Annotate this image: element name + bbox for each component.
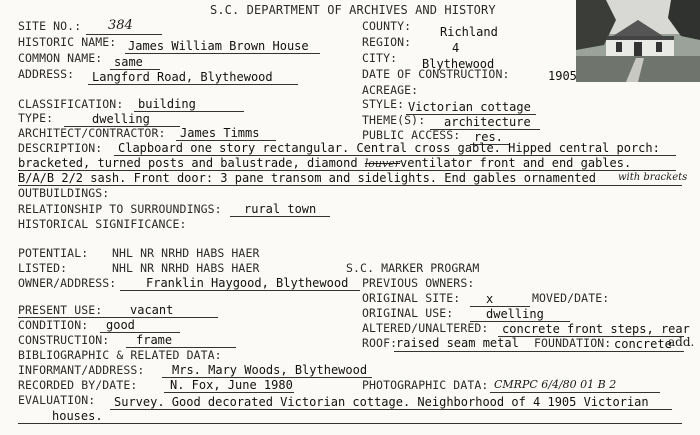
description-line-2 [18, 157, 631, 170]
historic-name-label: HISTORIC NAME: [18, 35, 117, 49]
address-label: ADDRESS: [18, 67, 75, 81]
foundation-note: add. [668, 335, 695, 349]
address-value: Langford Road, Blythewood [92, 70, 273, 84]
description-strike: louver [364, 157, 400, 170]
evaluation-rule-1 [110, 409, 672, 410]
description-handwritten-note: with brackets [618, 172, 688, 183]
photographic-data-label: PHOTOGRAPHIC DATA: [362, 378, 489, 392]
common-name-value: same [114, 55, 143, 69]
photographic-data-line [490, 392, 660, 393]
informant-label: INFORMANT/ADDRESS: [18, 363, 145, 377]
original-use-value: dwelling [486, 307, 544, 321]
roof-value: raised seam metal [396, 336, 519, 350]
date-of-construction-value: 1905 [548, 69, 577, 83]
marker-program-label: S.C. MARKER PROGRAM [346, 261, 480, 275]
evaluation-line-2: houses. [52, 409, 103, 423]
county-value: Richland [440, 25, 498, 39]
recorded-by-value: N. Fox, June 1980 [170, 378, 293, 392]
relationship-label: RELATIONSHIP TO SURROUNDINGS: [18, 202, 222, 216]
description-line-1: Clapboard one story rectangular. Central cross gable. Hipped central porch: [118, 141, 660, 155]
roof-label: ROOF: [362, 336, 398, 350]
roof-foundation-line [394, 351, 684, 352]
description-line-2-start: bracketed, turned posts and balustrade, diamond [18, 156, 365, 170]
foundation-label: FOUNDATION: [534, 336, 612, 350]
altered-label: ALTERED/UNALTERED: [362, 321, 489, 335]
previous-owners-label: PREVIOUS OWNERS: [362, 276, 475, 290]
photographic-data-value: CMRPC 6/4/80 01 B 2 [494, 378, 617, 391]
classification-label: CLASSIFICATION: [18, 97, 124, 111]
description-line-2-end: ventilator front and end gables. [400, 156, 632, 170]
common-name-label: COMMON NAME: [18, 51, 103, 65]
original-use-label: ORIGINAL USE: [362, 306, 454, 320]
site-no-label: SITE NO.: [18, 19, 82, 33]
present-use-value: vacant [130, 303, 174, 317]
city-value: Blythewood [422, 57, 495, 71]
present-use-label: PRESENT USE: [18, 303, 103, 317]
moved-date-label: MOVED/DATE: [532, 291, 610, 305]
acreage-label: ACREAGE: [362, 83, 419, 97]
bibliographic-label: BIBLIOGRAPHIC & RELATED DATA: [18, 348, 222, 362]
region-label: REGION: [362, 35, 412, 49]
condition-value: good [106, 318, 135, 332]
historic-name-line [125, 53, 320, 54]
relationship-value: rural town [244, 202, 317, 216]
county-label: COUNTY: [362, 19, 412, 33]
architect-value: James Timms [180, 126, 260, 140]
architect-label: ARCHITECT/CONTRACTOR: [18, 126, 166, 140]
description-rule-3 [18, 185, 682, 186]
outbuildings-label: OUTBUILDINGS: [18, 186, 110, 200]
original-site-label: ORIGINAL SITE: [362, 291, 461, 305]
style-label: STYLE: [362, 97, 405, 111]
public-access-label: PUBLIC ACCESS: [362, 128, 461, 142]
classification-line [134, 111, 244, 112]
historic-name-value: James William Brown House [128, 39, 309, 53]
type-label: TYPE: [18, 111, 54, 125]
form-title: S.C. DEPARTMENT OF ARCHIVES AND HISTORY [210, 3, 496, 17]
recorded-by-label: RECORDED BY/DATE: [18, 378, 138, 392]
description-line-3: B/A/B 2/2 sash. Front door: 3 pane transom and sidelights. End gables ornamented [18, 171, 596, 185]
relationship-line [230, 216, 330, 217]
historical-significance-label: HISTORICAL SIGNIFICANCE: [18, 217, 187, 231]
owner-address-label: OWNER/ADDRESS: [18, 276, 117, 290]
recorded-by-line [164, 392, 294, 393]
listed-options: NHL NR NRHD HABS HAER [112, 261, 260, 275]
themes-label: THEME(S): [362, 113, 426, 127]
condition-label: CONDITION: [18, 318, 89, 332]
site-no-value: 384 [108, 18, 133, 33]
construction-label: CONSTRUCTION: [18, 333, 110, 347]
potential-label: POTENTIAL: [18, 246, 89, 260]
date-of-construction-label: DATE OF CONSTRUCTION: [362, 67, 510, 81]
address-line [88, 84, 298, 85]
description-label: DESCRIPTION: [18, 141, 103, 155]
city-label: CITY: [362, 51, 398, 65]
foundation-value: concrete [614, 337, 672, 351]
themes-value: architecture [444, 115, 531, 129]
classification-value: building [138, 97, 196, 111]
original-site-value: x [486, 292, 494, 306]
type-value: dwelling [92, 112, 150, 126]
evaluation-label: EVALUATION: [18, 393, 96, 407]
listed-label: LISTED: [18, 261, 68, 275]
region-value: 4 [452, 41, 460, 55]
potential-options: NHL NR NRHD HABS HAER [112, 246, 260, 260]
informant-value: Mrs. Mary Woods, Blythewood [172, 363, 368, 377]
public-access-value: res. [474, 130, 503, 144]
altered-value: concrete front steps, rear [502, 322, 690, 336]
construction-value: frame [136, 333, 173, 347]
house-photograph [576, 0, 700, 82]
owner-address-value: Franklin Haygood, Blythewood [146, 276, 349, 290]
evaluation-rule-2 [18, 423, 682, 424]
owner-address-line [120, 290, 360, 291]
style-value: Victorian cottage [408, 100, 531, 114]
evaluation-line-1: Survey. Good decorated Victorian cottage. Neighborhood of 4 1905 Victorian [114, 395, 649, 409]
